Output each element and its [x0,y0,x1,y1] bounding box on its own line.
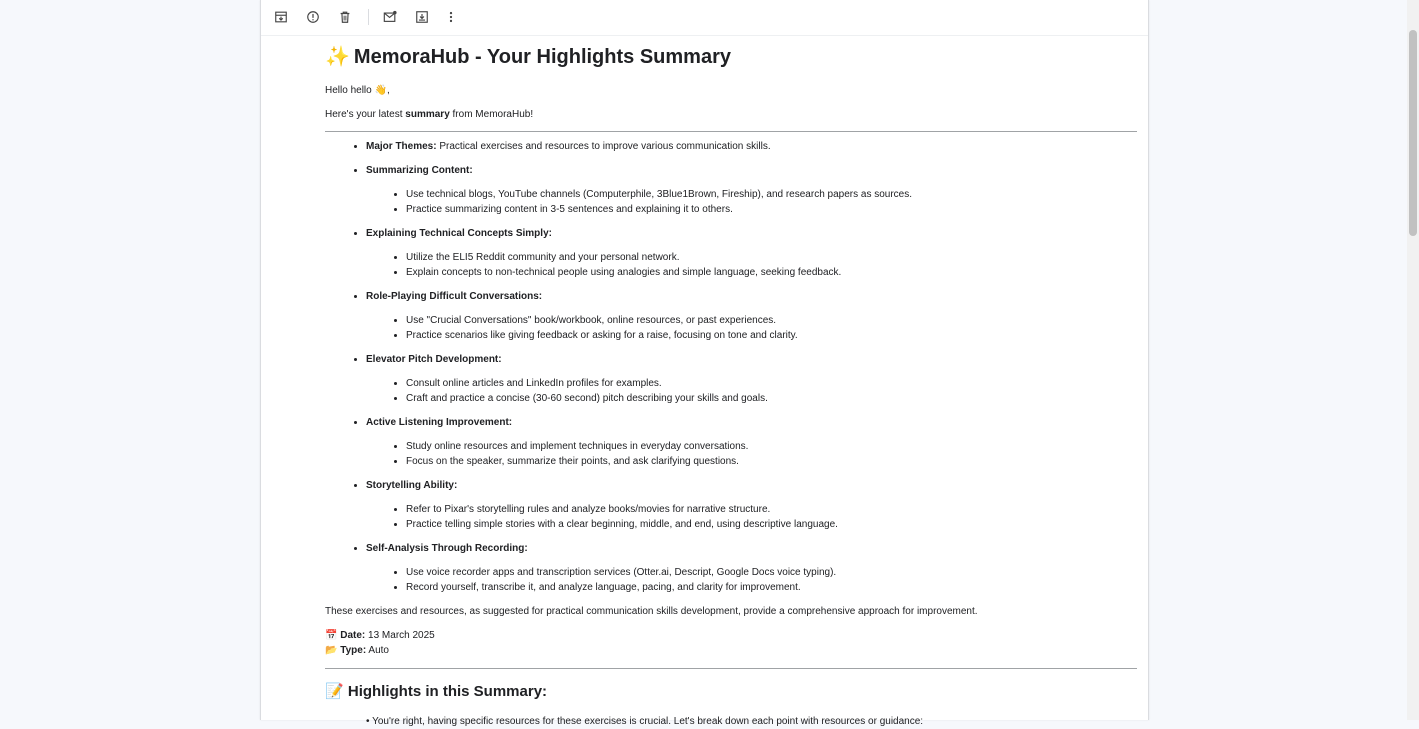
email-body [325,42,1137,729]
email-view [260,0,1149,727]
meta-info [325,629,1137,658]
intro-line [325,108,1137,122]
highlights-text: You're right, having specific resources for these exercises is crucial. Let's break down each point with resources or guidance: [372,716,924,727]
major-themes-item [366,140,1137,154]
major-themes-label: Major Themes: [366,141,437,152]
more-vert-icon [444,10,458,24]
section-item [366,353,1137,406]
greeting [325,84,1137,98]
move-to-button[interactable] [414,9,430,25]
list-item: • Explain concepts to non-technical people using analogies and simple language, seeking feedback. [406,266,1137,281]
section-sublist [366,188,1137,217]
section-sublist [366,314,1137,343]
section-item [366,164,1137,217]
date-value: 13 March 2025 [365,630,435,641]
mail-icon [383,10,397,24]
archive-icon [274,10,288,24]
list-item: • Record yourself, transcribe it, and analyze language, pacing, and clarity for improvement. [406,581,1137,596]
list-item: • Study online resources and implement techniques in everyday conversations. [406,440,1137,455]
greeting-text: Hello hello [325,85,372,96]
section-item [366,479,1137,532]
section-heading: Role-Playing Difficult Conversations: [366,291,543,302]
section-sublist [366,440,1137,469]
section-heading: Active Listening Improvement: [366,417,513,428]
highlights-first-item: • You're right, having specific resources for these exercises is crucial. Let's break down each point with resources or guidance: [366,716,924,727]
greeting-end: , [386,85,390,96]
major-themes-text: Practical exercises and resources to improve various communication skills. [436,141,771,152]
divider [325,668,1137,669]
list-item: • Utilize the ELI5 Reddit community and your personal network. [406,251,1137,266]
list-item: • Focus on the speaker, summarize their points, and ask clarifying questions. [406,455,1137,470]
toolbar-separator [368,9,369,25]
list-item: • Practice summarizing content in 3-5 sentences and explaining it to others. [406,203,1137,218]
closing-paragraph: These exercises and resources, as suggested for practical communication skills development, provide a comprehensive approach for improvement. [325,606,978,617]
highlights-heading [325,681,1137,703]
move-icon [415,10,429,24]
delete-button[interactable] [337,9,353,25]
list-item: • Use technical blogs, YouTube channels (Computerphile, 3Blue1Brown, Fireship), and research papers as sources. [406,188,1137,203]
section-item [366,416,1137,469]
calendar-icon: 📅 [325,630,338,641]
divider [325,131,1137,132]
email-title [325,42,1137,72]
archive-button[interactable] [273,9,289,25]
date-label: Date: [340,630,366,641]
date-row [325,629,1137,644]
waving-hand-icon: 👋 [374,85,387,96]
highlights-title: Highlights in this Summary: [347,683,548,700]
section-item [366,542,1137,595]
list-item: • Practice telling simple stories with a clear beginning, middle, and end, using descriptive language. [406,518,1137,533]
sparkles-icon: ✨ [325,46,350,68]
folder-icon: 📂 [325,644,338,656]
intro-pre: Here's your latest [325,109,406,120]
intro-post: from MemoraHub! [449,109,534,120]
type-label: Type: [340,644,367,656]
list-item: • Craft and practice a concise (30-60 second) pitch describing your skills and goals. [406,392,1137,407]
report-spam-button[interactable] [305,9,321,25]
email-toolbar [261,0,1148,36]
list-item: • Consult online articles and LinkedIn profiles for examples. [406,377,1137,392]
scrollbar-thumb[interactable] [1409,30,1417,236]
section-item [366,290,1137,343]
section-sublist [366,566,1137,595]
list-item: • Use "Crucial Conversations" book/workbook, online resources, or past experiences. [406,314,1137,329]
memo-icon: 📝 [325,683,344,700]
section-item [366,227,1137,280]
section-heading: Elevator Pitch Development: [366,354,502,365]
type-value: Auto [366,644,389,656]
mark-unread-button[interactable] [382,9,398,25]
summary-list [325,140,1137,595]
section-heading: Self-Analysis Through Recording: [366,543,528,554]
scrollbar[interactable] [1407,0,1419,720]
trash-icon [338,10,352,24]
section-heading: Explaining Technical Concepts Simply: [366,228,552,239]
more-options-button[interactable] [443,9,459,25]
section-heading: Storytelling Ability: [366,480,458,491]
email-title-text: MemoraHub - Your Highlights Summary [353,46,731,68]
intro-bold: summary [405,109,450,120]
list-item: • Refer to Pixar's storytelling rules and analyze books/movies for narrative structure. [406,503,1137,518]
report-icon [306,10,320,24]
section-sublist [366,251,1137,280]
section-sublist [366,377,1137,406]
list-item: • Practice scenarios like giving feedback or asking for a raise, focusing on tone and clarity. [406,329,1137,344]
section-heading: Summarizing Content: [366,165,473,176]
list-item: • Use voice recorder apps and transcription services (Otter.ai, Descript, Google Docs voice typing). [406,566,1137,581]
type-row [325,644,1137,659]
section-sublist [366,503,1137,532]
